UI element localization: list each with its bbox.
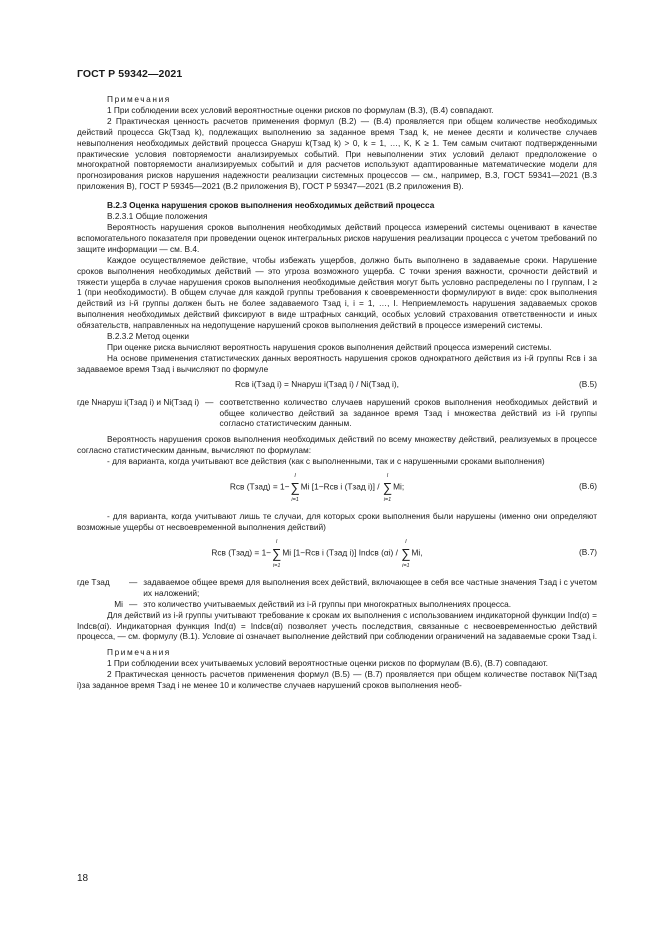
page-header: ГОСТ Р 59342—2021 xyxy=(77,68,183,80)
formula-lhs: Rсв (Tзад) = 1− xyxy=(211,547,272,558)
legend-term: Mi xyxy=(114,598,123,609)
paragraph: Каждое осуществляемое действие, чтобы избежать ущербов, должно быть выполнено в задаваемые сроки. Нарушение сроков выполнения необходимых действий — это угроза возможного ущерба. С точки зрения важности, срочности действий и тяжести ущерба в случае нарушения сроков выполнения необходимые действия могут быть условно распределены по I группам, I ≥ 1 (при необходимости). В общем случае для каждой группы требования к своевременности формулируют в виде: срок выполнения действий из i-й группы должен быть не более задаваемого Tзад i, i = 1, …, I. Неприемлемость нарушения задаваемых сроков выполнения необходимых действий фиксируют в виде штрафных санкций, особых условий страхования ответственности и иных обязательств, направленных на недопущение нарушений сроков выполнения действий в процессе измерений системы. xyxy=(77,254,597,331)
formula-b5 xyxy=(77,375,597,397)
notes-title: Примечания xyxy=(107,94,171,104)
paragraph: На основе применения статистических данных вероятность нарушения сроков однократного действия из i-й группы Rсв i за задаваемое время Tзад i вычисляют по формуле xyxy=(77,352,597,374)
note-2: 2 Практическая ценность расчетов применения формул (В.5) — (В.7) проявляется при общем количестве поставок Ni(Tзад i)за заданное время Tзад i не менее 10 и количестве случаев нарушений сроков выполнения необ- xyxy=(77,669,597,691)
note-1: 1 При соблюдении всех учитываемых условий вероятностные оценки рисков по формулам (В.6), (В.7) совпадают. xyxy=(107,658,548,669)
page-number: 18 xyxy=(77,873,89,884)
formula-expression: Rсв (Tзад) = 1−∑ I i=1 Mi [1−Rсв i (Tзад i)] Indсв (αi) / ∑ I i=1 Mi, xyxy=(211,538,423,569)
note-2: 2 Практическая ценность расчетов применения формул (В.2) — (В.4) проявляется при общем количестве необходимых действий процесса Gk(Tзад k), подлежащих выполнению за заданное время Tзад k, не менее десяти и количестве случаев невыполнения необходимых действий процесса Gнаруш k(Tзад k) > 0, k = 1, …, K, K ≥ 1. Тем самым считают подтвержденными практические условия повторяемости анализируемых событий. При невыполнении этих условий делают предположение о многократной повторяемости анализируемых событий и для расчетов используют адаптированные математические модели для прогнозирования рисков нарушения надежности реализации системных процессов — см., например, В.3, ГОСТ 59341—2021 (В.3 приложения В), ГОСТ Р 59345—2021 (В.2 приложения В), ГОСТ Р 59347—2021 (В.2 приложения В). xyxy=(77,115,597,192)
legend-definition: задаваемое общее время для выполнения всех действий, включающее в себя все частные значения Tзад i с учетом их наложений; xyxy=(143,576,597,598)
section-title: В.2.3 Оценка нарушения сроков выполнения необходимых действий процесса xyxy=(107,200,435,211)
formula-lhs: Rсв (Tзад) = 1− xyxy=(229,481,290,492)
notes-title: Примечания xyxy=(107,647,171,658)
legend-definition: соответственно количество случаев нарушений сроков выполнения необходимых действий и общее количество действий за заданное время Tзад i множества действий из i-й группы согласно статистическим данным. xyxy=(219,396,597,429)
formula-mid: Mi [1−Rсв i (Tзад i)] xyxy=(300,481,375,492)
formula-expression: Rсв (Tзад) = 1−∑ I i=1 Mi [1−Rсв i (Tзад i)] / ∑ I i=1 Mi; xyxy=(229,473,405,504)
paragraph: - для варианта, когда учитывают все действия (как с выполненными, так и с нарушенными сроками выполнения) xyxy=(107,456,545,467)
legend-term: где Nнаруш i(Tзад i) и Ni(Tзад i) xyxy=(77,396,200,407)
paragraph: Вероятность нарушения сроков выполнения необходимых действий по всему множеству действий, реализуемых в процессе согласно статистическим данным, вычисляют по формулам: xyxy=(77,434,597,456)
subsection-title: В.2.3.2 Метод оценки xyxy=(107,331,189,342)
sum-symbol: ∑ I i=1 xyxy=(401,538,411,569)
formula-b6 xyxy=(77,467,597,511)
formula-legend xyxy=(77,397,597,430)
legend-dash: — xyxy=(129,598,138,609)
legend-dash: — xyxy=(205,396,214,407)
paragraph: Вероятность нарушения сроков выполнения необходимых действий процесса измерений системы оценивают в качестве вспомогательного показателя при проведении оценок интегральных рисков нарушения реализации процесса с учетом требований по защите информации — см. В.4. xyxy=(77,221,597,254)
formula-rhs: Mi, xyxy=(411,547,423,558)
legend-dash: — xyxy=(129,576,138,587)
formula-b7 xyxy=(77,533,597,577)
formula-rhs: Mi; xyxy=(393,481,405,492)
legend-definition: это количество учитываемых действий из i-й группы при многократных выполнениях процесса. xyxy=(143,598,512,609)
formula-number: (B.6) xyxy=(579,481,597,492)
formula-legend xyxy=(77,599,597,610)
paragraph: Для действий из i-й группы учитывают требование к срокам их выполнения с использованием индикаторной функции Ind(α) = Indсв(αi). Индикаторная функция Ind(α) = Indсв(αi) позволяет учесть последствия, связанные с несвоевременностью действий процесса, — см. формулу (В.1). Условие αi означает выполнение действий при соблюдении ограничений на задаваемые сроки Tзад i. xyxy=(77,609,598,642)
sum-symbol: ∑ I i=1 xyxy=(290,473,300,504)
formula-number: (B.5) xyxy=(579,378,597,389)
formula-legend xyxy=(77,577,597,599)
subsection-title: В.2.3.1 Общие положения xyxy=(107,211,208,222)
sum-symbol: ∑ I i=1 xyxy=(272,538,282,569)
paragraph: При оценке риска вычисляют вероятность нарушения сроков выполнения действий процесса измерений системы. xyxy=(107,341,552,352)
paragraph: - для варианта, когда учитывают лишь те случаи, для которых сроки выполнения были нарушены (именно они определяют возможные ущербы от несвоевременной выполнения действий) xyxy=(77,511,597,532)
note-1: 1 При соблюдении всех условий вероятностные оценки рисков по формулам (В.3), (В.4) совпадают. xyxy=(107,104,494,115)
legend-term: где Tзад xyxy=(77,576,110,587)
formula-number: (B.7) xyxy=(579,546,597,557)
formula-mid: Mi [1−Rсв i (Tзад i)] Indсв (αi) xyxy=(282,547,394,558)
formula-expression: Rсв i(Tзад i) = Nнаруш i(Tзад i) / Ni(Tзад i), xyxy=(235,378,399,389)
sum-symbol: ∑ I i=1 xyxy=(382,473,393,504)
page-body xyxy=(77,94,597,691)
